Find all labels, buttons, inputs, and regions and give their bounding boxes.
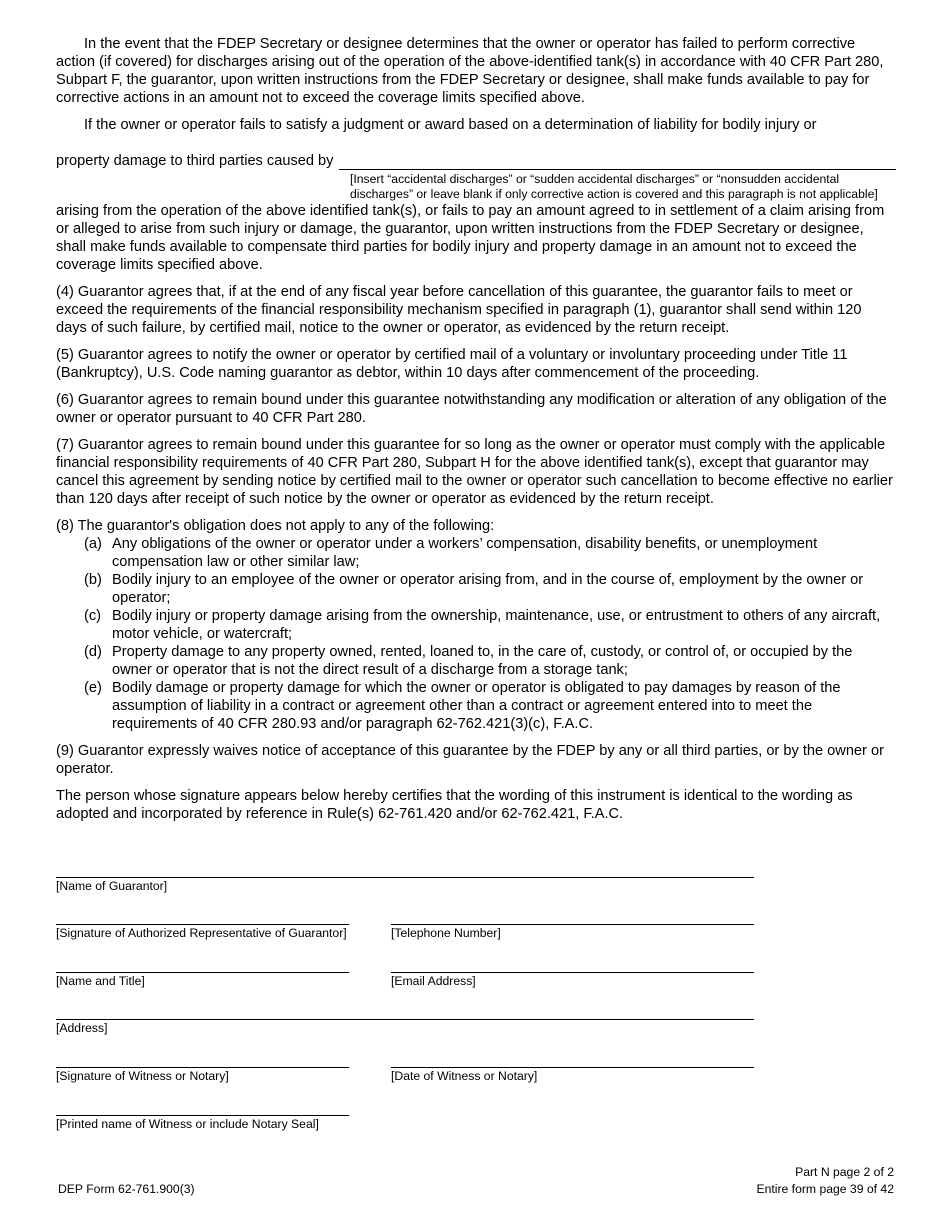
email-address-field[interactable]: [Email Address] [391,972,754,989]
list-item-text: Property damage to any property owned, rented, loaned to, in the care of, custody, or control of, or occupied by the owner or operator that is not the direct result of a discharge from a storage tank; [112,644,853,678]
list-item [56,571,896,607]
witness-printed-name-field[interactable]: [Printed name of Witness or include Notary Seal] [56,1115,349,1132]
name-and-title-field[interactable]: [Name and Title] [56,972,349,989]
paragraph-third-party-liability: If the owner or operator fails to satisfy a judgment or award based on a determination of liability for bodily injury or [84,117,817,133]
paragraph-6: (6) Guarantor agrees to remain bound under this guarantee notwithstanding any modification or alteration of any obligation of the owner or operator pursuant to 40 CFR Part 280. [56,392,887,426]
paragraph-4: (4) Guarantor agrees that, if at the end of any fiscal year before cancellation of this guarantee, the guarantor fails to meet or exceed the requirements of the financial responsibility mechanism specified in paragraph (1), guarantor shall send within 120 days of such failure, by certified mail, notice to the owner or operator, as evidenced by the return receipt. [56,284,862,336]
list-item-label: (d) [84,644,102,660]
address-field[interactable]: [Address] [56,1019,754,1036]
list-item [56,679,896,733]
paragraph-7: (7) Guarantor agrees to remain bound under this guarantee for so long as the owner or operator must comply with the applicable financial responsibility requirements of 40 CFR Part 280, Subpart H for the above identified tank(s), except that guarantor may cancel this agreement by sending notice by certified mail to the owner or operator such cancellation to become effective no earlier than 120 days after receipt of such notice by the owner or operator as evidenced by the return receipt. [56,437,893,507]
paragraph-9: (9) Guarantor expressly waives notice of acceptance of this guarantee by the FDEP by any or all third parties, or by the owner or operator. [56,743,884,777]
list-item-text: Bodily damage or property damage for which the owner or operator is obligated to pay damages by reason of the assumption of liability in a contract or agreement other than a contract or agreement entered into to meet the requirements of 40 CFR 280.93 and/or paragraph 62-762.421(3)(c), F.A.C. [112,680,841,732]
certification-statement: The person whose signature appears below hereby certifies that the wording of this instrument is identical to the wording as adopted and incorporated by reference in Rule(s) 62-761.420 and/or 62-762.421, F.A.C. [56,788,853,822]
witness-date-field[interactable]: [Date of Witness or Notary] [391,1067,754,1084]
authorized-signature-field[interactable]: [Signature of Authorized Representative of Guarantor] [56,924,349,941]
list-item-label: (e) [84,680,102,696]
paragraph-8: (8) The guarantor's obligation does not apply to any of the following: [56,518,495,534]
telephone-number-field[interactable]: [Telephone Number] [391,924,754,941]
discharge-type-blank[interactable] [339,155,896,170]
list-item-label: (a) [84,536,102,552]
list-item [56,607,896,643]
discharge-type-row [56,152,896,170]
list-item-label: (c) [84,608,102,624]
witness-signature-field[interactable]: [Signature of Witness or Notary] [56,1067,349,1084]
paragraph-5: (5) Guarantor agrees to notify the owner or operator by certified mail of a voluntary or involuntary proceeding under Title 11 (Bankruptcy), U.S. Code naming guarantor as debtor, within 10 days after commencement of the proceeding. [56,347,848,381]
paragraph-corrective-action: In the event that the FDEP Secretary or designee determines that the owner or operator has failed to perform corrective action (if covered) for discharges arising out of the operation of the above-identified tank(s) in accordance with 40 CFR Part 280, Subpart F, the guarantor, upon written instructions from the FDEP Secretary or designee, shall make funds available to pay for corrective actions in an amount not to exceed the coverage limits specified above. [56,36,884,106]
name-of-guarantor-field[interactable]: [Name of Guarantor] [56,877,754,894]
discharge-type-instruction: [Insert “accidental discharges” or “sudden accidental discharges” or “nonsudden accidental discharges” or leave blank if only corrective action is covered and this paragraph is not applicable] [350,172,878,201]
list-item [56,643,896,679]
discharge-type-lead: property damage to third parties caused by [56,153,334,169]
list-item [56,535,896,571]
exclusions-list [56,535,896,733]
list-item-text: Bodily injury to an employee of the owner or operator arising from, and in the course of, employment by the owner or operator; [112,572,864,606]
paragraph-third-party-compensation: arising from the operation of the above identified tank(s), or fails to pay an amount agreed to in settlement of a claim arising from or alleged to arise from such injury or damage, the guarantor, upon written instructions from the FDEP Secretary or designee, shall make funds available to compensate third parties for bodily injury and property damage in an amount not to exceed the coverage limits specified above. [56,203,885,273]
part-page-number: Part N page 2 of 2 [795,1165,894,1179]
form-number: DEP Form 62-761.900(3) [58,1182,195,1196]
list-item-text: Bodily injury or property damage arising from the ownership, maintenance, use, or entrustment to others of any aircraft, motor vehicle, or watercraft; [112,608,881,642]
form-page-number: Entire form page 39 of 42 [756,1182,894,1196]
list-item-text: Any obligations of the owner or operator under a workers’ compensation, disability benefits, or unemployment compensation law or other similar law; [112,536,818,570]
list-item-label: (b) [84,572,102,588]
guarantee-body [56,35,896,823]
